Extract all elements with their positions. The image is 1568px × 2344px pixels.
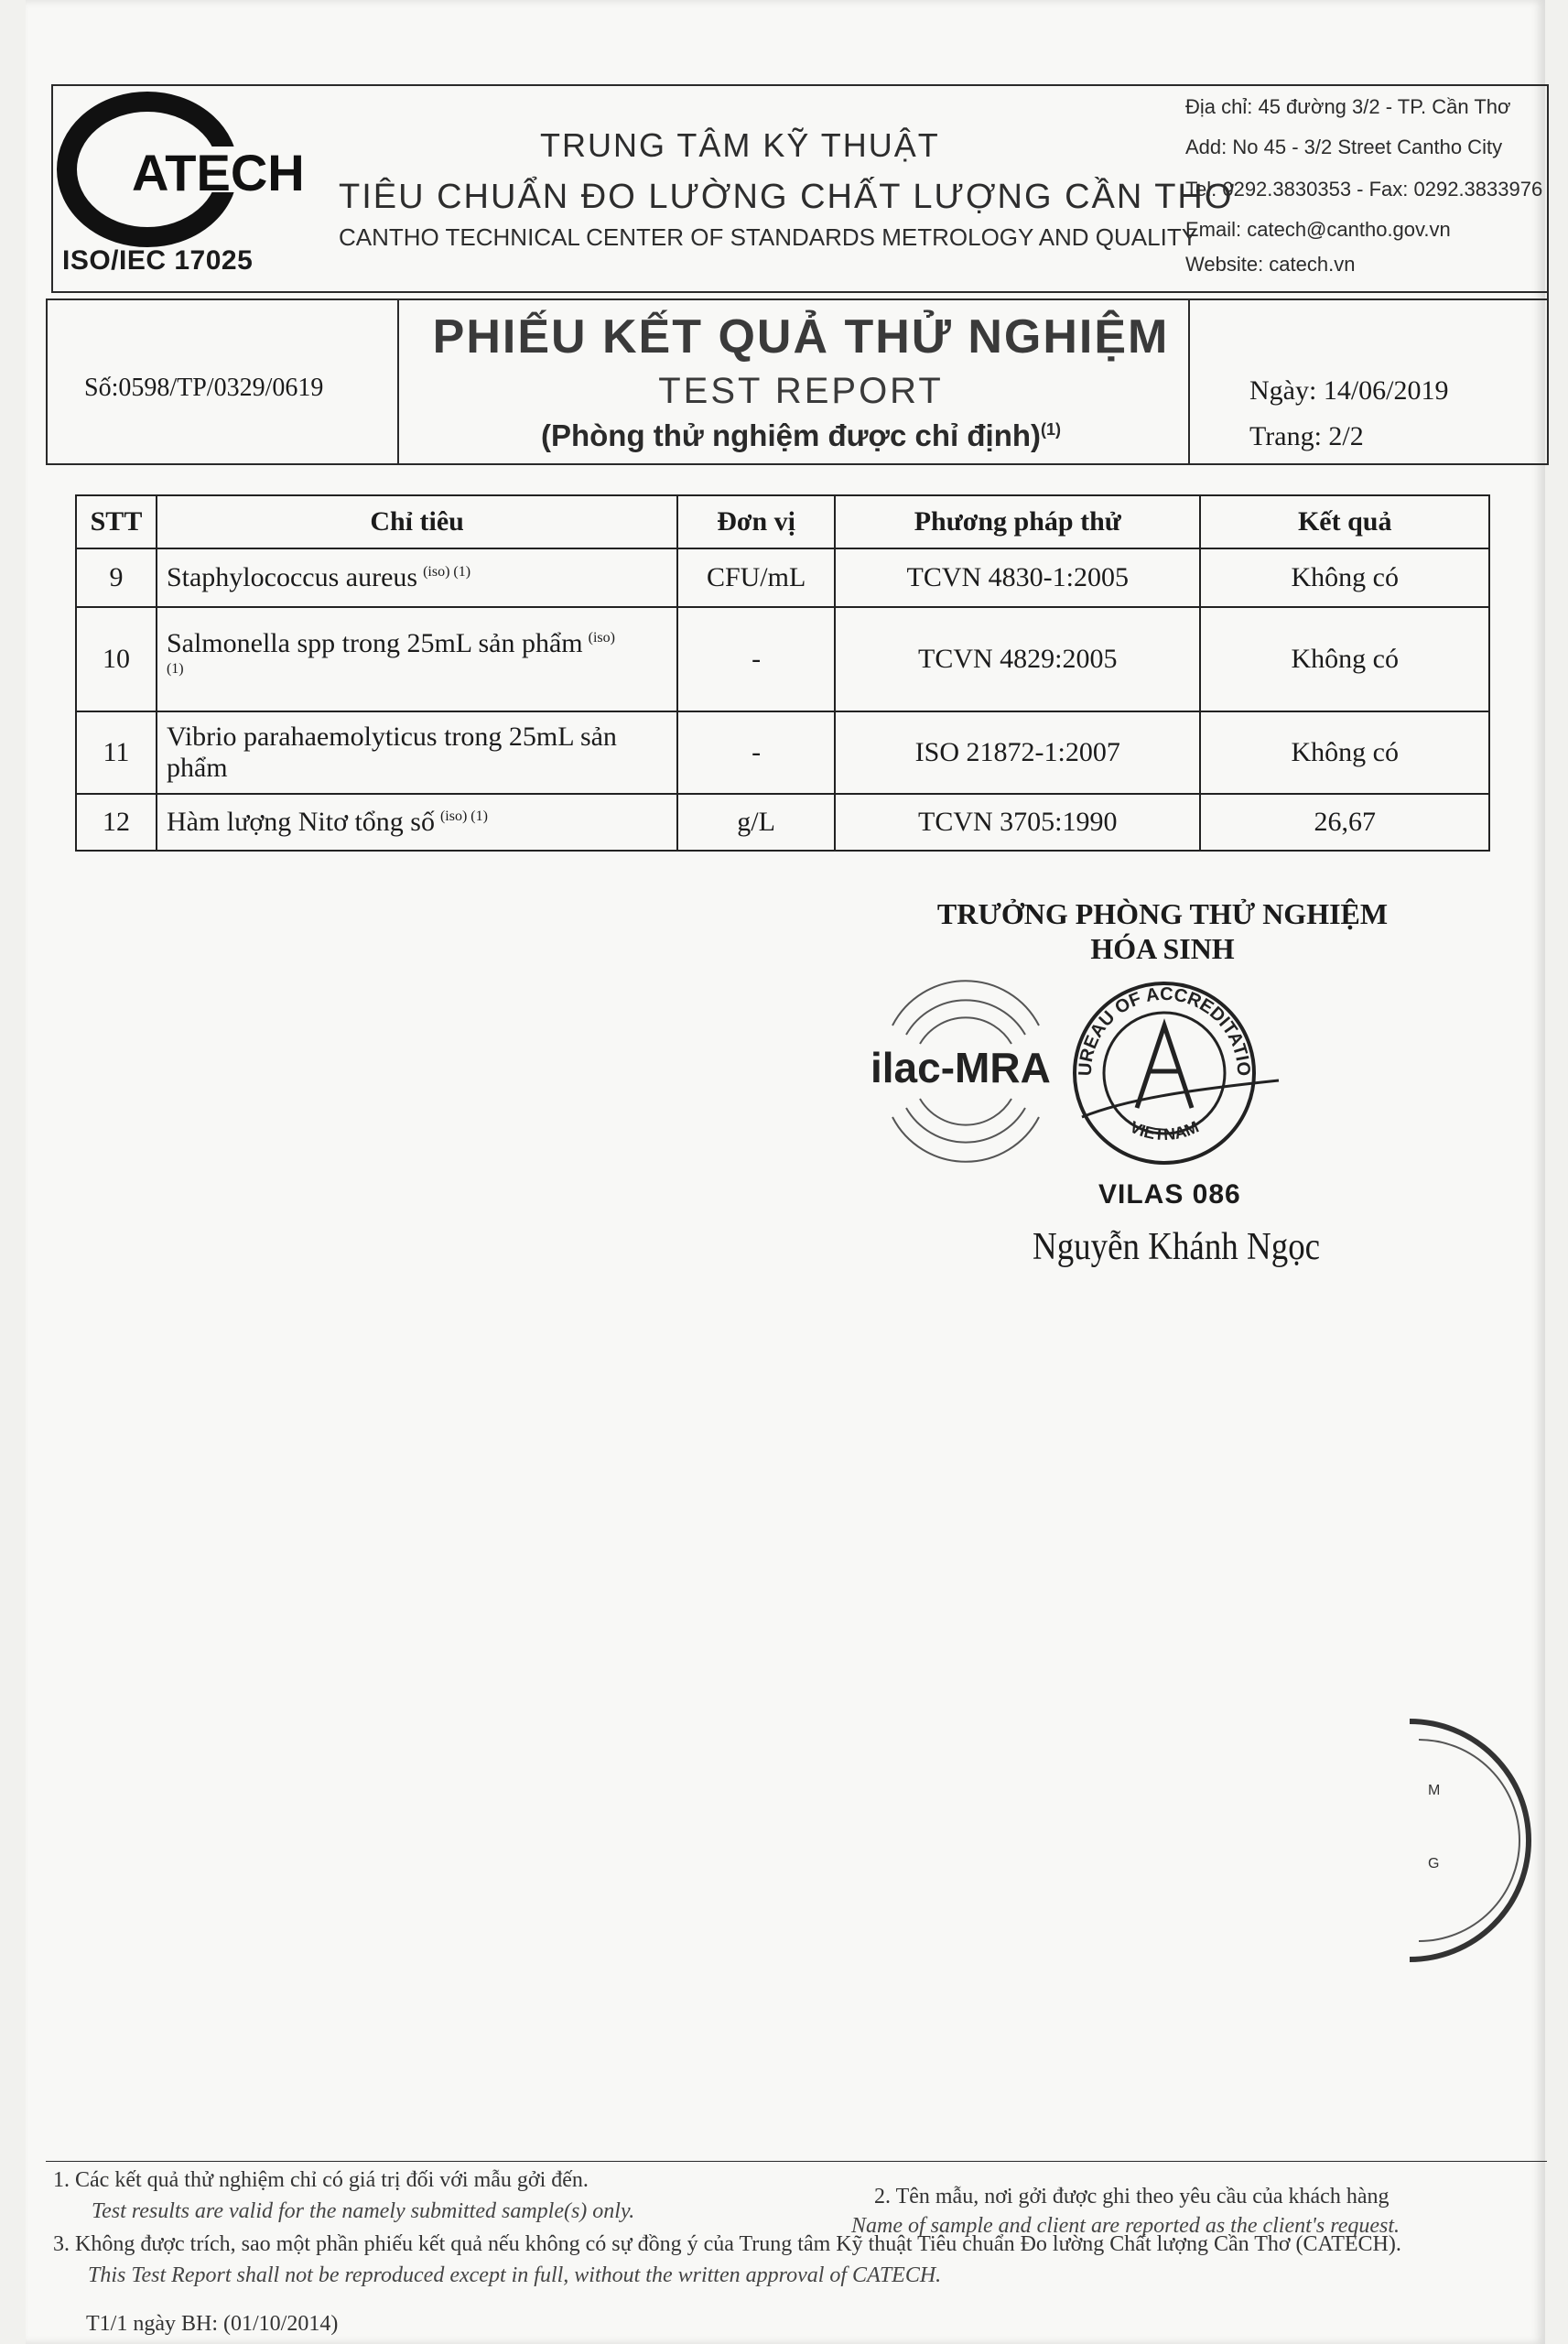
- row-stt: 11: [76, 711, 157, 794]
- criterion-text: Salmonella spp trong 25mL sản phẩm: [166, 627, 583, 658]
- row-result: 26,67: [1200, 794, 1489, 851]
- svg-text:G: G: [1428, 1856, 1440, 1872]
- row-criterion: [157, 711, 677, 794]
- logo-text: ATECH: [132, 144, 305, 201]
- header-bottom-rule: [51, 291, 1547, 293]
- header-left-rule: [51, 84, 53, 293]
- title-top-rule: [46, 298, 1547, 300]
- title-bottom-rule: [46, 463, 1547, 465]
- row-unit: g/L: [677, 794, 835, 851]
- header-criterion: Chỉ tiêu: [157, 495, 677, 548]
- footer-note1-vn: 1. Các kết quả thử nghiệm chỉ có giá trị đối với mẫu gởi đến.: [53, 2168, 589, 2192]
- footer-note3-en: This Test Report shall not be reproduced except in full, without the written approval of CATECH.: [88, 2263, 942, 2287]
- row-method: TCVN 3705:1990: [835, 794, 1200, 851]
- report-subtitle-text: (Phòng thử nghiệm được chỉ định): [540, 418, 1042, 452]
- vilas-code: VILAS 086: [1098, 1179, 1241, 1210]
- frame-right-rule: [1547, 84, 1549, 465]
- footer-note2-vn: 2. Tên mẫu, nơi gởi được ghi theo yêu cầu của khách hàng: [874, 2185, 1390, 2208]
- accreditation-text: UREAU OF ACCREDITATIO: [1075, 983, 1254, 1077]
- row-criterion: [157, 607, 677, 711]
- header-result: Kết quả: [1200, 495, 1489, 548]
- report-page: Trang: 2/2: [1249, 421, 1364, 451]
- ilac-text: ilac-MRA: [871, 1044, 1051, 1091]
- row-method: TCVN 4830-1:2005: [835, 548, 1200, 607]
- report-number: Số:0598/TP/0329/0619: [84, 374, 324, 402]
- ilac-mra-seal: [865, 971, 1066, 1177]
- footer-note3-vn: 3. Không được trích, sao một phần phiếu kết quả nếu không có sự đồng ý của Trung tâm Kỹ thuật Tiêu chuẩn Đo lường Chất lượng Cần Thơ (CATECH).: [53, 2232, 1401, 2256]
- org-name-vn-line1: TRUNG TÂM KỸ THUẬT: [540, 126, 940, 164]
- row-result: Không có: [1200, 548, 1489, 607]
- header-method: Phương pháp thử: [835, 495, 1200, 548]
- row-stt: 10: [76, 607, 157, 711]
- row-result: Không có: [1200, 607, 1489, 711]
- table-header-row: [76, 495, 1489, 548]
- report-title-en: TEST REPORT: [658, 371, 944, 411]
- footer-note2-en: Name of sample and client are reported as the client's request.: [851, 2214, 1400, 2238]
- row-criterion: [157, 548, 677, 607]
- contact-address-en: Add: No 45 - 3/2 Street Cantho City: [1185, 136, 1503, 158]
- footer-rule: [46, 2161, 1547, 2162]
- footer-note1-en: Test results are valid for the namely submitted sample(s) only.: [92, 2199, 635, 2223]
- criterion-text: Hàm lượng Nitơ tổng số: [166, 806, 435, 837]
- report-subtitle: [403, 418, 1199, 453]
- signer-name: Nguyễn Khánh Ngọc: [1033, 1226, 1321, 1268]
- svg-text:BUREAU OF ACCREDITATION: [1064, 971, 1253, 1077]
- header-unit: Đơn vị: [677, 495, 835, 548]
- row-unit: -: [677, 711, 835, 794]
- table-row: [76, 711, 1489, 794]
- contact-address-vn: Địa chỉ: 45 đường 3/2 - TP. Cần Thơ: [1185, 95, 1511, 118]
- signature-title-line2: HÓA SINH: [1090, 932, 1235, 965]
- table-row: [76, 607, 1489, 711]
- partial-round-stamp: [1391, 1712, 1529, 1973]
- contact-website: Website: catech.vn: [1185, 253, 1356, 276]
- criterion-text: Vibrio parahaemolyticus trong 25mL sản phẩm: [166, 721, 617, 783]
- row-method: ISO 21872-1:2007: [835, 711, 1200, 794]
- contact-email: Email: catech@cantho.gov.vn: [1185, 218, 1451, 241]
- accreditation-seal: [1064, 971, 1283, 1186]
- table-row: [76, 794, 1489, 851]
- row-result: Không có: [1200, 711, 1489, 794]
- title-divider-left: [397, 298, 399, 465]
- iso-standard: ISO/IEC 17025: [62, 245, 254, 276]
- row-unit: -: [677, 607, 835, 711]
- results-table: [75, 494, 1490, 852]
- criterion-marks: (iso) (1): [439, 808, 488, 824]
- criterion-marks: (iso) (1): [423, 563, 471, 580]
- org-name-en: CANTHO TECHNICAL CENTER OF STANDARDS METROLOGY AND QUALITY: [339, 223, 1198, 251]
- svg-text:M: M: [1428, 1783, 1441, 1798]
- form-code: T1/1 ngày BH: (01/10/2014): [86, 2312, 339, 2336]
- criterion-marks: (iso): [588, 629, 615, 646]
- row-unit: CFU/mL: [677, 548, 835, 607]
- row-method: TCVN 4829:2005: [835, 607, 1200, 711]
- header-stt: STT: [76, 495, 157, 548]
- row-stt: 9: [76, 548, 157, 607]
- contact-tel-fax: Tel: 0292.3830353 - Fax: 0292.3833976: [1185, 178, 1543, 201]
- accreditation-country: VIETNAM: [1127, 1117, 1202, 1145]
- report-date: Ngày: 14/06/2019: [1249, 375, 1449, 406]
- table-row: [76, 548, 1489, 607]
- title-left-rule: [46, 298, 48, 465]
- criterion-marks-2: (1): [166, 661, 184, 677]
- svg-text:VIETNAM: [1127, 1117, 1201, 1144]
- signature-title-line1: TRƯỞNG PHÒNG THỬ NGHIỆM: [936, 897, 1389, 930]
- criterion-text: Staphylococcus aureus: [166, 561, 418, 592]
- report-subtitle-mark: (1): [1041, 420, 1062, 439]
- row-criterion: [157, 794, 677, 851]
- org-name-vn-line2: TIÊU CHUẨN ĐO LƯỜNG CHẤT LƯỢNG CẦN THƠ: [339, 178, 1237, 216]
- header-top-rule: [51, 84, 1547, 86]
- report-title-vn: PHIẾU KẾT QUẢ THỬ NGHIỆM: [432, 310, 1170, 364]
- row-stt: 12: [76, 794, 157, 851]
